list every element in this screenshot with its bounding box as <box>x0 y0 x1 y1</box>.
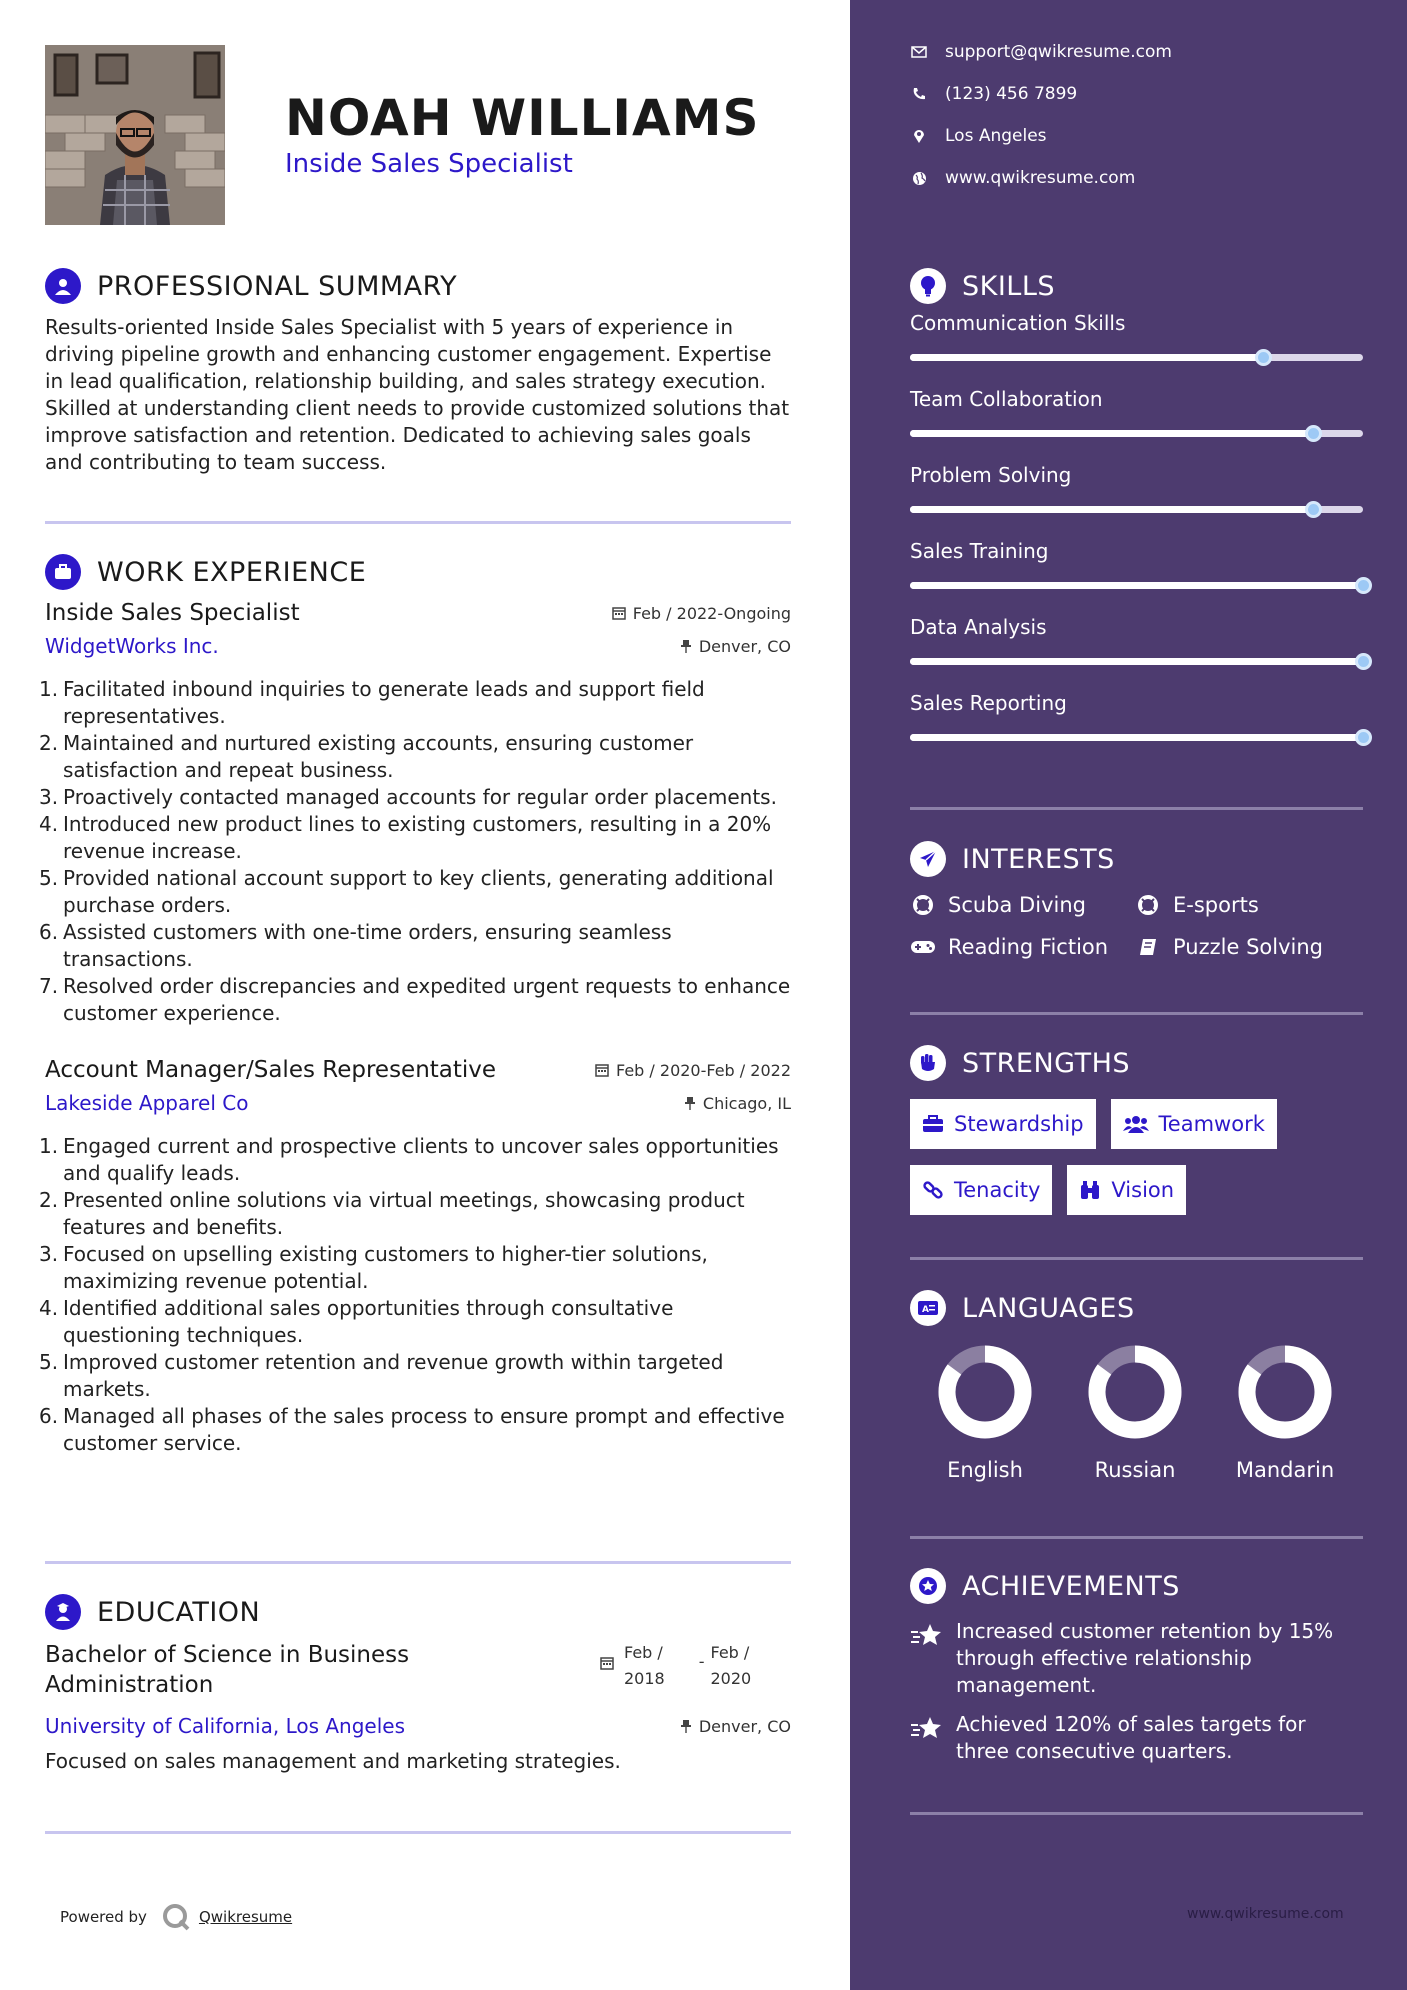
responsibility-text: Presented online solutions via virtual meetings, showcasing product features and benefits. <box>63 1188 745 1239</box>
job-entry <box>39 1057 791 1457</box>
strengths-header <box>910 1043 1363 1083</box>
strength-label: Vision <box>1111 1178 1175 1202</box>
item-number: 6. <box>39 1404 59 1428</box>
job-dates: Feb / 2020-Feb / 2022 <box>595 1061 791 1080</box>
responsibility-item <box>39 1349 791 1403</box>
responsibility-item <box>39 1295 791 1349</box>
item-number: 4. <box>39 1296 59 1320</box>
skill-bar-fill <box>910 506 1313 513</box>
skill-name: Sales Training <box>910 539 1049 563</box>
skills-section <box>910 266 1363 766</box>
job-company: Lakeside Apparel Co <box>45 1091 249 1115</box>
divider <box>45 1561 791 1564</box>
star-badge-icon <box>910 1568 946 1604</box>
responsibility-text: Facilitated inbound inquiries to generate leads and support field representatives. <box>63 677 705 728</box>
responsibility-list <box>39 1133 791 1457</box>
skill-bar <box>910 658 1363 665</box>
item-number: 2. <box>39 1188 59 1212</box>
graduate-icon <box>45 1594 81 1630</box>
responsibility-item <box>39 1187 791 1241</box>
responsibility-text: Provided national account support to key clients, generating additional purchase orders. <box>63 866 774 917</box>
language-item <box>910 1344 1060 1482</box>
job-location: Chicago, IL <box>684 1094 791 1113</box>
lightbulb-icon <box>910 268 946 304</box>
responsibility-text: Proactively contacted managed accounts for regular order placements. <box>63 785 777 809</box>
responsibility-text: Assisted customers with one-time orders, ensuring seamless transactions. <box>63 920 672 971</box>
skills-list <box>910 310 1363 766</box>
job-entry <box>39 600 791 1027</box>
responsibility-item <box>39 973 791 1027</box>
strength-label: Stewardship <box>954 1112 1084 1136</box>
section-title: ACHIEVEMENTS <box>962 1570 1180 1602</box>
strength-chip <box>1111 1099 1277 1149</box>
responsibility-item <box>39 784 791 811</box>
responsibility-item <box>39 730 791 784</box>
pin-icon <box>680 1719 692 1733</box>
interests-section <box>910 839 1363 959</box>
lifebuoy-icon <box>910 894 936 916</box>
divider <box>45 521 791 524</box>
degree-row <box>45 1640 791 1700</box>
skill-name: Communication Skills <box>910 311 1126 335</box>
calendar-icon <box>600 1656 614 1670</box>
calendar-icon <box>612 606 626 620</box>
interest-item <box>1135 935 1363 959</box>
contact-location: Los Angeles <box>910 126 1047 146</box>
languages-header <box>910 1288 1363 1328</box>
school-name: University of California, Los Angeles <box>45 1714 406 1738</box>
language-level-ring <box>937 1344 1033 1440</box>
phone-icon <box>910 87 928 101</box>
job-company: WidgetWorks Inc. <box>45 634 219 658</box>
job-title: Account Manager/Sales Representative <box>45 1057 497 1083</box>
language-icon <box>910 1290 946 1326</box>
skill-bar <box>910 354 1363 361</box>
qwikresume-logo-icon <box>161 1902 191 1932</box>
contact-phone: (123) 456 7899 <box>910 84 1077 104</box>
achievement-item <box>910 1618 1363 1699</box>
skill-bar <box>910 430 1363 437</box>
item-number: 3. <box>39 785 59 809</box>
candidate-title: Inside Sales Specialist <box>285 149 573 179</box>
summary-text: Results-oriented Inside Sales Specialist with 5 years of experience in driving pipeline growth and enhancing customer engagement. Expertise in lead qualification, relationship building, and sales strategy execution. Skilled at understanding client needs to provide customized solutions that improve satisfaction and retention. Dedicated to achieving sales goals and contributing to team success. <box>45 315 790 474</box>
strength-label: Tenacity <box>954 1178 1041 1202</box>
user-icon <box>45 268 81 304</box>
skill-name: Team Collaboration <box>910 387 1103 411</box>
achievements-list <box>910 1618 1363 1765</box>
lifebuoy-icon <box>1135 894 1161 916</box>
interest-item <box>910 935 1135 959</box>
responsibility-item <box>39 811 791 865</box>
section-title: WORK EXPERIENCE <box>97 556 367 588</box>
section-title: LANGUAGES <box>962 1292 1135 1324</box>
responsibility-text: Resolved order discrepancies and expedited urgent requests to enhance customer experience. <box>63 974 791 1025</box>
item-number: 4. <box>39 812 59 836</box>
pin-icon <box>680 639 692 653</box>
skill-item <box>910 386 1363 462</box>
contact-email: support@qwikresume.com <box>910 42 1172 62</box>
responsibility-text: Improved customer retention and revenue growth within targeted markets. <box>63 1350 724 1401</box>
achievements-section <box>910 1566 1363 1765</box>
skill-name: Problem Solving <box>910 463 1072 487</box>
strength-chip <box>910 1099 1096 1149</box>
interest-item <box>1135 893 1363 917</box>
education-note: Focused on sales management and marketing strategies. <box>45 1749 621 1773</box>
pin-icon <box>684 1096 696 1110</box>
degree-title: Bachelor of Science in Business Administration <box>45 1642 410 1698</box>
interest-label: Puzzle Solving <box>1173 935 1323 959</box>
skill-bar-fill <box>910 582 1363 589</box>
svg-text:A: A <box>922 1305 929 1315</box>
item-number: 5. <box>39 866 59 890</box>
divider <box>910 1012 1363 1015</box>
language-name: Russian <box>1094 1458 1176 1482</box>
interest-label: Scuba Diving <box>948 893 1086 917</box>
skill-level-knob <box>1305 425 1322 442</box>
responsibility-text: Engaged current and prospective clients to uncover sales opportunities and qualify leads. <box>63 1134 779 1185</box>
job-title: Inside Sales Specialist <box>45 600 300 626</box>
interests-list <box>910 893 1363 959</box>
briefcase-icon <box>45 554 81 590</box>
education-location: Denver, CO <box>680 1717 791 1736</box>
interests-header <box>910 839 1363 879</box>
strength-chip <box>1067 1165 1186 1215</box>
skill-level-knob <box>1355 729 1372 746</box>
summary-section <box>45 266 791 476</box>
envelope-icon <box>910 46 928 58</box>
skill-level-knob <box>1355 577 1372 594</box>
skill-bar-fill <box>910 354 1263 361</box>
interest-label: E-sports <box>1173 893 1259 917</box>
experience-section <box>39 552 791 1457</box>
language-item <box>1060 1344 1210 1482</box>
divider <box>910 1257 1363 1260</box>
responsibility-text: Maintained and nurtured existing accounts, ensuring customer satisfaction and repeat business. <box>63 731 694 782</box>
language-name: English <box>947 1458 1023 1482</box>
link-icon <box>922 1179 944 1201</box>
binoculars-icon <box>1079 1179 1101 1201</box>
item-number: 5. <box>39 1350 59 1374</box>
contact-website: www.qwikresume.com <box>910 168 1135 188</box>
trophy-star-icon <box>910 1715 944 1745</box>
book-icon <box>1135 937 1161 957</box>
strength-label: Teamwork <box>1158 1112 1265 1136</box>
item-number: 7. <box>39 974 59 998</box>
skill-level-knob <box>1355 653 1372 670</box>
language-name: Mandarin <box>1235 1458 1335 1482</box>
skill-bar <box>910 506 1363 513</box>
responsibility-text: Identified additional sales opportunities through consultative questioning techniques. <box>63 1296 674 1347</box>
responsibility-text: Managed all phases of the sales process to ensure prompt and effective customer service. <box>63 1404 785 1455</box>
education-header <box>45 1592 791 1632</box>
strengths-list <box>910 1099 1363 1215</box>
responsibility-text: Focused on upselling existing customers to higher-tier solutions, maximizing revenue potential. <box>63 1242 708 1293</box>
footer-website[interactable]: www.qwikresume.com <box>1187 1906 1344 1922</box>
skill-level-knob <box>1255 349 1272 366</box>
skills-header <box>910 266 1363 306</box>
section-title: INTERESTS <box>962 843 1115 875</box>
skill-item <box>910 538 1363 614</box>
globe-icon <box>910 171 928 186</box>
paper-plane-icon <box>910 841 946 877</box>
skill-bar-fill <box>910 658 1363 665</box>
briefcase-icon <box>922 1115 944 1133</box>
responsibility-item <box>39 1133 791 1187</box>
responsibility-item <box>39 865 791 919</box>
divider <box>910 807 1363 810</box>
skill-bar-fill <box>910 430 1313 437</box>
skill-name: Data Analysis <box>910 615 1047 639</box>
trophy-star-icon <box>910 1622 944 1652</box>
gamepad-icon <box>910 939 936 955</box>
responsibility-item <box>39 676 791 730</box>
profile-photo <box>45 45 225 225</box>
responsibility-item <box>39 1241 791 1295</box>
item-number: 1. <box>39 1134 59 1158</box>
section-title: STRENGTHS <box>962 1047 1131 1079</box>
skill-item <box>910 614 1363 690</box>
skill-bar-fill <box>910 734 1363 741</box>
education-dates: Feb / 2018 - Feb / 2020 <box>600 1640 751 1692</box>
divider <box>910 1536 1363 1539</box>
responsibility-list <box>39 676 791 1027</box>
skill-item <box>910 310 1363 386</box>
experience-header <box>45 552 791 592</box>
skill-bar <box>910 582 1363 589</box>
languages-section <box>910 1288 1363 1482</box>
strengths-section <box>910 1043 1363 1215</box>
section-title: PROFESSIONAL SUMMARY <box>97 270 458 302</box>
language-level-ring <box>1087 1344 1183 1440</box>
section-title: SKILLS <box>962 270 1056 302</box>
skill-bar <box>910 734 1363 741</box>
achievement-item <box>910 1711 1363 1765</box>
languages-list <box>910 1344 1363 1482</box>
map-marker-icon <box>910 128 928 144</box>
calendar-icon <box>595 1063 609 1077</box>
sidebar <box>850 0 1407 1990</box>
powered-by: Powered by Qwikresume <box>60 1902 292 1932</box>
job-location: Denver, CO <box>680 637 791 656</box>
language-item <box>1210 1344 1360 1482</box>
responsibility-text: Introduced new product lines to existing customers, resulting in a 20% revenue increase. <box>63 812 772 863</box>
divider <box>910 1812 1363 1815</box>
candidate-name: NOAH WILLIAMS <box>285 89 760 147</box>
qwikresume-link[interactable]: Qwikresume <box>198 1908 293 1926</box>
achievement-text: Achieved 120% of sales targets for three consecutive quarters. <box>956 1712 1306 1763</box>
skill-name: Sales Reporting <box>910 691 1067 715</box>
skill-item <box>910 462 1363 538</box>
job-dates: Feb / 2022-Ongoing <box>612 604 791 623</box>
language-level-ring <box>1237 1344 1333 1440</box>
section-title: EDUCATION <box>97 1596 261 1628</box>
interest-label: Reading Fiction <box>948 935 1109 959</box>
strength-chip <box>910 1165 1052 1215</box>
fist-icon <box>910 1045 946 1081</box>
responsibility-item <box>39 919 791 973</box>
achievement-text: Increased customer retention by 15% through effective relationship management. <box>956 1619 1334 1697</box>
summary-header <box>45 266 791 306</box>
interest-item <box>910 893 1135 917</box>
item-number: 6. <box>39 920 59 944</box>
responsibility-item <box>39 1403 791 1457</box>
education-section <box>45 1592 791 1775</box>
skill-item <box>910 690 1363 766</box>
item-number: 2. <box>39 731 59 755</box>
skill-level-knob <box>1305 501 1322 518</box>
item-number: 1. <box>39 677 59 701</box>
users-icon <box>1123 1115 1149 1133</box>
achievements-header <box>910 1566 1363 1606</box>
divider <box>45 1831 791 1834</box>
item-number: 3. <box>39 1242 59 1266</box>
